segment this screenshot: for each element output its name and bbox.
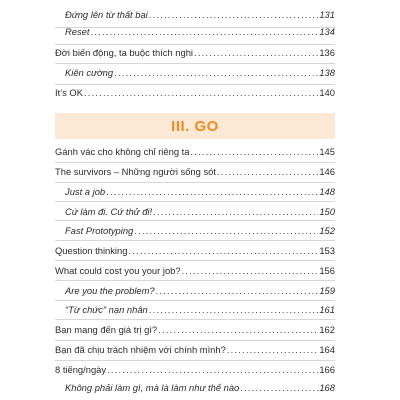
- toc-entry-page: 134: [319, 26, 335, 37]
- divider: [55, 300, 335, 301]
- toc-entry-page: 146: [319, 166, 335, 177]
- dot-leader: [84, 87, 318, 99]
- toc-entry-title: Reset: [65, 26, 90, 37]
- toc-entry-title: The survivors – Những người sống sót: [55, 166, 216, 177]
- toc-entry: [65, 225, 335, 237]
- toc-entry-page: 152: [319, 225, 335, 236]
- divider: [55, 201, 335, 202]
- dot-leader: [153, 206, 318, 218]
- toc-entry-page: 131: [319, 9, 335, 20]
- toc-entry: [55, 344, 335, 356]
- toc-entry: [55, 146, 335, 158]
- toc-entry-page: 159: [319, 285, 335, 296]
- toc-entry-title: Fast Prototyping: [65, 225, 134, 236]
- dot-leader: [128, 245, 318, 257]
- dot-leader: [149, 304, 319, 316]
- dot-leader: [156, 285, 319, 297]
- toc-entry-page: 145: [319, 146, 335, 157]
- dot-leader: [190, 146, 318, 158]
- toc-entry: [65, 285, 335, 297]
- divider: [55, 360, 335, 361]
- toc-entry: [55, 47, 335, 59]
- dot-leader: [106, 186, 318, 198]
- divider: [55, 220, 335, 221]
- dot-leader: [182, 265, 319, 277]
- toc-entry: [55, 364, 335, 376]
- toc-entry-title: 8 tiếng/ngày: [55, 364, 107, 375]
- toc-entry-page: 150: [319, 206, 335, 217]
- toc-entry-title: Gánh vác cho không chỉ riêng ta: [55, 146, 190, 157]
- toc-entry: [55, 265, 335, 277]
- toc-entry-title: Bạn mang đến giá trị gì?: [55, 324, 158, 335]
- divider: [55, 260, 335, 261]
- toc-entry: [55, 324, 335, 336]
- toc-entry-title: Just a job: [65, 186, 106, 197]
- toc-entry: [65, 9, 335, 21]
- divider: [55, 63, 335, 64]
- divider: [55, 84, 335, 85]
- toc-entry-title: Question thinking: [55, 245, 128, 256]
- divider: [55, 162, 335, 163]
- toc-entry-page: 164: [319, 344, 335, 355]
- toc-entry: [55, 87, 335, 99]
- toc-entry-title: Không phải làm gì, mà là làm như thế nào: [65, 382, 240, 393]
- divider: [55, 182, 335, 183]
- toc-entry-title: Đời biến động, ta buộc thích nghi: [55, 47, 194, 58]
- dot-leader: [240, 382, 318, 394]
- toc-entry-page: 162: [319, 324, 335, 335]
- toc-entry-title: “Từ chức” nạn nhân: [65, 304, 148, 315]
- section-heading: III. GO: [171, 117, 219, 135]
- toc-entry-title: Kiên cường: [65, 67, 114, 78]
- divider: [55, 240, 335, 241]
- dot-leader: [149, 9, 319, 21]
- divider: [55, 280, 335, 281]
- dot-leader: [134, 225, 318, 237]
- dot-leader: [158, 324, 318, 336]
- toc-entry-title: Đứng lên từ thất bại: [65, 9, 148, 20]
- dot-leader: [114, 67, 318, 79]
- toc-entry: [65, 304, 335, 316]
- toc-entry: [65, 26, 335, 38]
- toc-entry-page: 136: [319, 47, 335, 58]
- toc-entry-title: Are you the problem?: [65, 285, 155, 296]
- toc-entry: [65, 382, 335, 394]
- toc-entry: [65, 206, 335, 218]
- toc-entry: [65, 67, 335, 79]
- dot-leader: [217, 166, 318, 178]
- toc-entry-title: It’s OK: [55, 87, 83, 98]
- dot-leader: [107, 364, 318, 376]
- dot-leader: [91, 26, 319, 38]
- toc-entry-page: 168: [319, 382, 335, 393]
- toc-entry-title: Bạn đã chịu trách nhiệm với chính mình?: [55, 344, 226, 355]
- toc-entry-title: Cứ làm đi. Cứ thử đi!: [65, 206, 153, 217]
- toc-entry-page: 138: [319, 67, 335, 78]
- divider: [55, 44, 335, 45]
- dot-leader: [227, 344, 319, 356]
- toc-entry-page: 161: [319, 304, 335, 315]
- toc-entry-page: 148: [319, 186, 335, 197]
- divider: [55, 319, 335, 320]
- toc-entry: [55, 166, 335, 178]
- divider: [55, 340, 335, 341]
- toc-entry-page: 140: [319, 87, 335, 98]
- toc-entry-title: What could cost you your job?: [55, 265, 181, 276]
- toc-entry-page: 166: [319, 364, 335, 375]
- toc-entry-page: 153: [319, 245, 335, 256]
- dot-leader: [194, 47, 318, 59]
- toc-entry: [65, 186, 335, 198]
- toc-entry: [55, 245, 335, 257]
- section-heading-banner: [55, 113, 335, 139]
- toc-entry-page: 156: [319, 265, 335, 276]
